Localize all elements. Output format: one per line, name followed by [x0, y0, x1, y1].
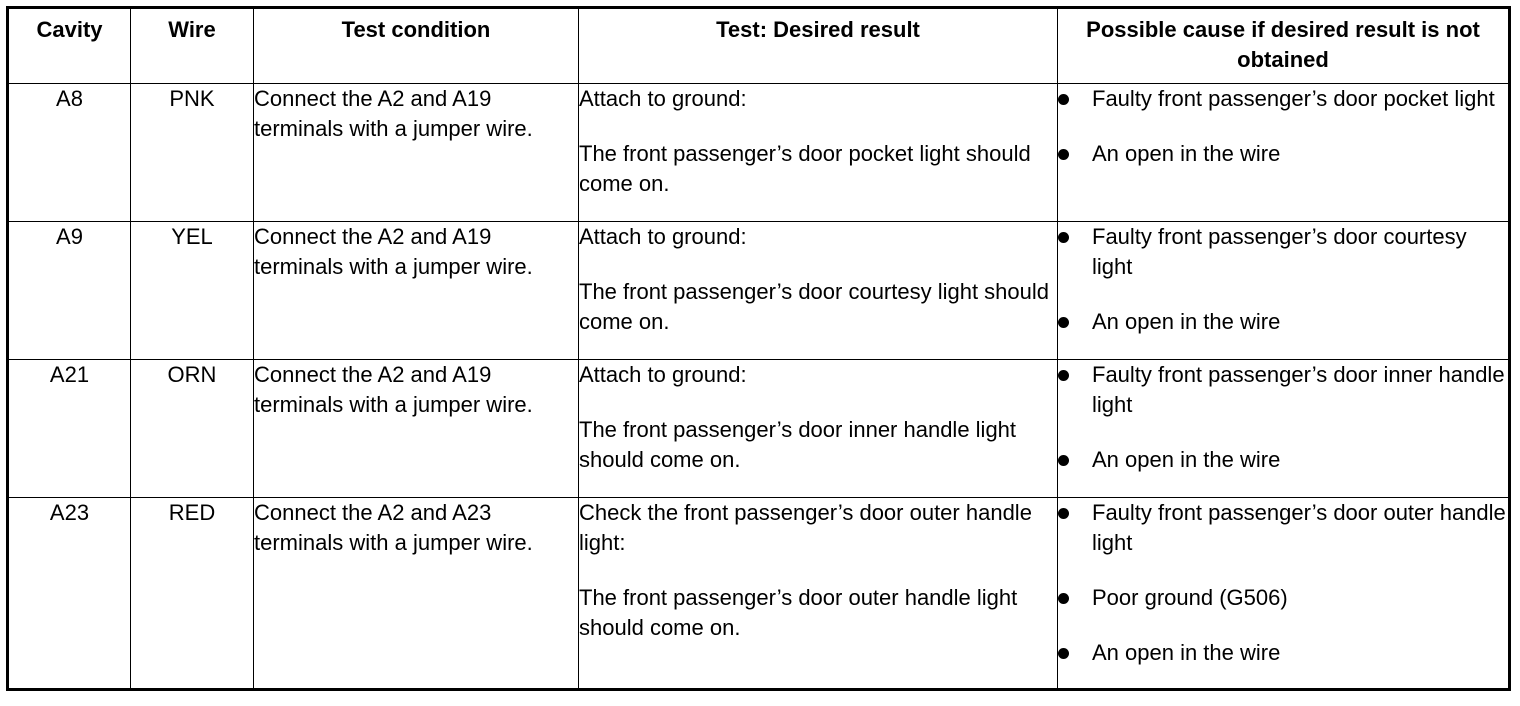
test-condition-cell — [254, 222, 579, 360]
header-desired-result: Test: Desired result — [579, 8, 1058, 84]
cause-item — [1058, 498, 1508, 558]
test-condition-cell — [254, 498, 579, 690]
header-test-condition: Test condition — [254, 8, 579, 84]
header-wire: Wire — [131, 8, 254, 84]
cavity-cell: A23 — [8, 498, 131, 690]
result-expect-text: The front passenger’s door outer handle light should come on. — [579, 585, 1018, 640]
cause-list — [1058, 360, 1508, 475]
desired-result-cell — [579, 360, 1058, 498]
cause-text: An open in the wire — [1092, 141, 1281, 166]
wire-cell: PNK — [131, 84, 254, 222]
header-cavity: Cavity — [8, 8, 131, 84]
bullet-icon — [1058, 370, 1069, 381]
bullet-icon — [1058, 593, 1069, 604]
bullet-icon — [1058, 508, 1069, 519]
troubleshooting-table — [6, 6, 1511, 691]
cause-text: Poor ground (G506) — [1092, 585, 1288, 610]
cavity-cell: A21 — [8, 360, 131, 498]
bullet-icon — [1058, 149, 1069, 160]
cause-text: Faulty front passenger’s door pocket light — [1092, 86, 1495, 111]
desired-result-cell — [579, 84, 1058, 222]
table-row — [8, 360, 1510, 498]
cause-text: Faulty front passenger’s door inner handle light — [1092, 362, 1505, 417]
test-condition-text: Connect the A2 and A19 terminals with a jumper wire. — [254, 362, 533, 417]
bullet-icon — [1058, 94, 1069, 105]
possible-cause-cell — [1058, 498, 1510, 690]
table-row — [8, 222, 1510, 360]
cavity-cell: A8 — [8, 84, 131, 222]
cause-item — [1058, 307, 1508, 337]
result-step-text: Attach to ground: — [579, 362, 747, 387]
cause-list — [1058, 498, 1508, 668]
result-step-text: Attach to ground: — [579, 224, 747, 249]
cause-item — [1058, 445, 1508, 475]
table-row — [8, 498, 1510, 690]
cause-text: An open in the wire — [1092, 447, 1281, 472]
cause-item — [1058, 222, 1508, 282]
cavity-cell: A9 — [8, 222, 131, 360]
test-condition-cell — [254, 360, 579, 498]
bullet-icon — [1058, 232, 1069, 243]
cause-item — [1058, 84, 1508, 114]
wire-cell: ORN — [131, 360, 254, 498]
possible-cause-cell — [1058, 360, 1510, 498]
result-step-text: Check the front passenger’s door outer handle light: — [579, 500, 1032, 555]
bullet-icon — [1058, 317, 1069, 328]
test-condition-cell — [254, 84, 579, 222]
result-expect-text: The front passenger’s door courtesy light should come on. — [579, 279, 1050, 334]
cause-list — [1058, 84, 1508, 169]
header-possible-cause: Possible cause if desired result is not obtained — [1058, 8, 1510, 84]
cause-text: An open in the wire — [1092, 309, 1281, 334]
bullet-icon — [1058, 455, 1069, 466]
desired-result-cell — [579, 498, 1058, 690]
result-expect-text: The front passenger’s door inner handle light should come on. — [579, 417, 1017, 472]
cause-item — [1058, 139, 1508, 169]
test-condition-text: Connect the A2 and A23 terminals with a jumper wire. — [254, 500, 533, 555]
table-row — [8, 84, 1510, 222]
cause-item — [1058, 360, 1508, 420]
result-expect-text: The front passenger’s door pocket light should come on. — [579, 141, 1031, 196]
cause-list — [1058, 222, 1508, 337]
test-condition-text: Connect the A2 and A19 terminals with a jumper wire. — [254, 224, 533, 279]
cause-item — [1058, 583, 1508, 613]
cause-item — [1058, 638, 1508, 668]
possible-cause-cell — [1058, 222, 1510, 360]
header-row — [8, 8, 1510, 84]
wire-cell: YEL — [131, 222, 254, 360]
cause-text: Faulty front passenger’s door courtesy light — [1092, 224, 1467, 279]
cause-text: An open in the wire — [1092, 640, 1281, 665]
test-condition-text: Connect the A2 and A19 terminals with a jumper wire. — [254, 86, 533, 141]
troubleshooting-table-container — [6, 6, 1511, 691]
cause-text: Faulty front passenger’s door outer handle light — [1092, 500, 1506, 555]
result-step-text: Attach to ground: — [579, 86, 747, 111]
bullet-icon — [1058, 648, 1069, 659]
possible-cause-cell — [1058, 84, 1510, 222]
desired-result-cell — [579, 222, 1058, 360]
wire-cell: RED — [131, 498, 254, 690]
